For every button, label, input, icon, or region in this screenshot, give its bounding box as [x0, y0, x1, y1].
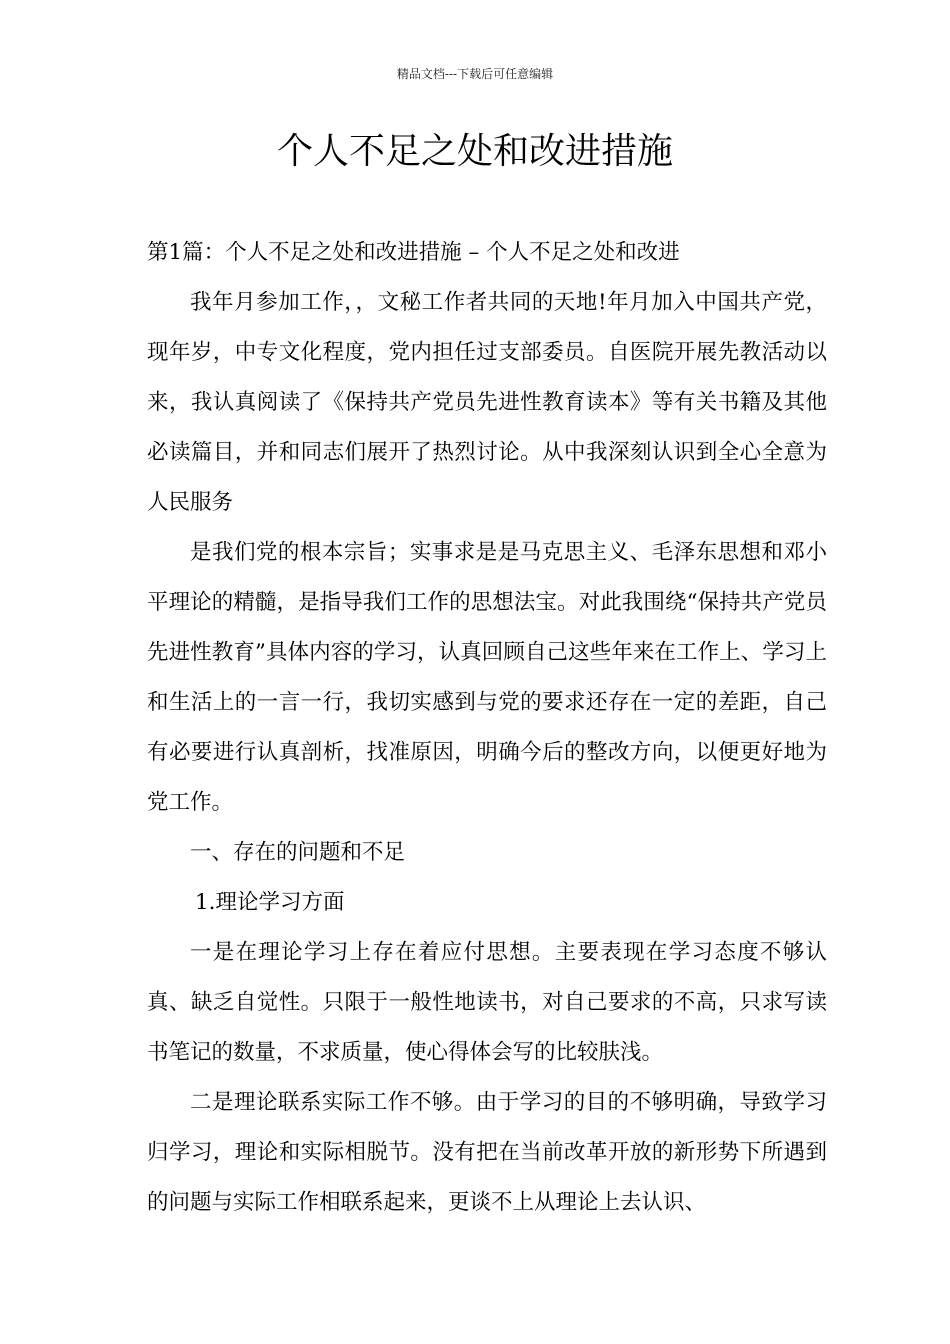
- paragraph-purpose: 是我们党的根本宗旨；实事求是是马克思主义、毛泽东思想和邓小平理论的精髓，是指导我们工作的思想法宝。对此我围绕“保持共产党员先进性教育”具体内容的学习，认真回顾自己这些年来在工作上、学习上和生活上的一言一行，我切实感到与党的要求还存在一定的差距，自己有必要进行认真剖析，找准原因，明确今后的整改方向，以便更好地为党工作。: [147, 540, 827, 815]
- document-title: 个人不足之处和改进措施: [276, 131, 673, 172]
- article-heading: 第1篇：个人不足之处和改进措施 – 个人不足之处和改进: [147, 240, 680, 265]
- section-heading-problems: 一、存在的问题和不足: [190, 840, 406, 865]
- paragraph-intro: 我年月参加工作，，文秘工作者共同的天地!年月加入中国共产党，现年岁，中专文化程度，党内担任过支部委员。自医院开展先教活动以来，我认真阅读了《保持共产党员先进性教育读本》等有关书籍及其他必读篇目，并和同志们展开了热烈讨论。从中我深刻认识到全心全意为人民服务: [147, 290, 827, 515]
- paragraph-point-one: 一是在理论学习上存在着应付思想。主要表现在学习态度不够认真、缺乏自觉性。只限于一般性地读书，对自己要求的不高，只求写读书笔记的数量，不求质量，使心得体会写的比较肤浅。: [147, 940, 827, 1065]
- paragraph-point-two: 二是理论联系实际工作不够。由于学习的目的不够明确，导致学习归学习，理论和实际相脱节。没有把在当前改革开放的新形势下所遇到的问题与实际工作相联系起来，更谈不上从理论上去认识、: [147, 1090, 827, 1215]
- document-body: [147, 228, 827, 1228]
- subsection-heading-theory-study: 1.理论学习方面: [195, 890, 345, 915]
- header-note: 精品文档---下载后可任意编辑: [396, 67, 554, 81]
